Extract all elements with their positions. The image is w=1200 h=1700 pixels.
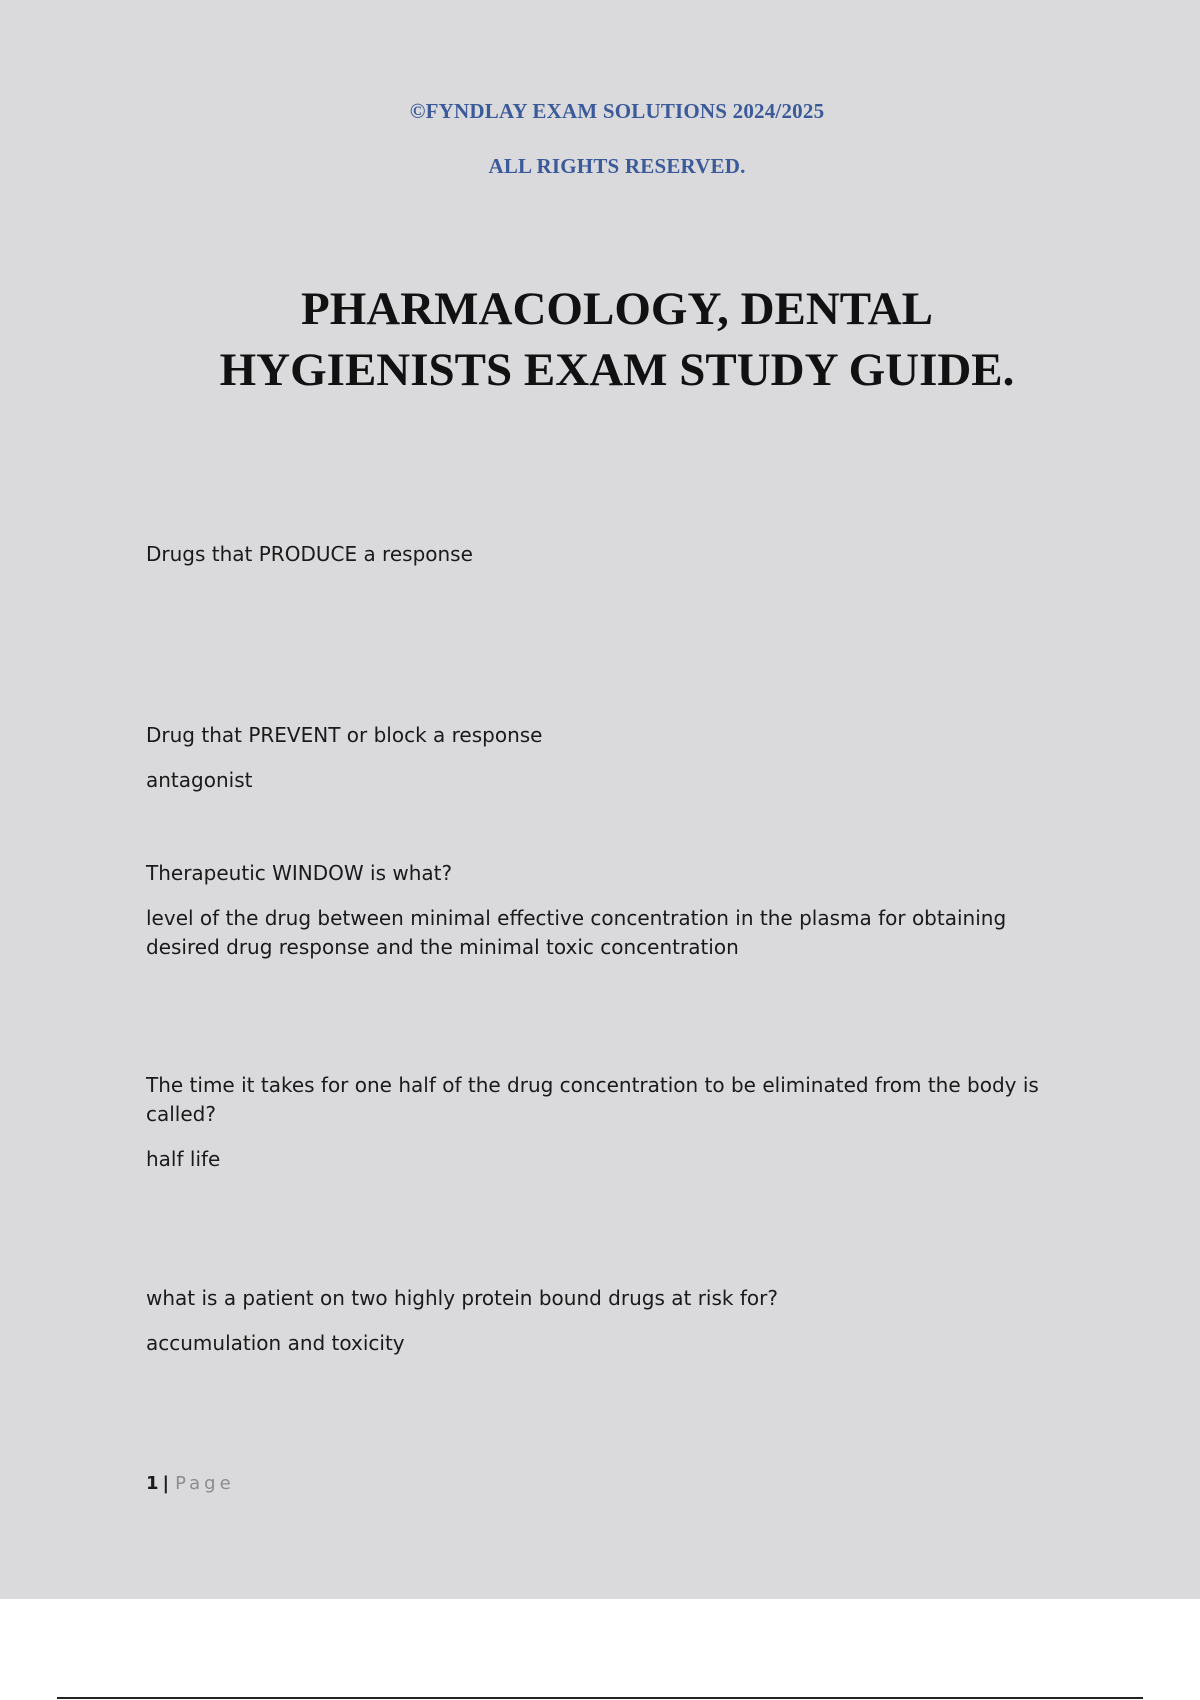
page-label: Page <box>175 1473 235 1494</box>
question-text: Drugs that PRODUCE a response <box>146 542 473 566</box>
answer-text: half life <box>146 1147 221 1171</box>
document-title <box>0 279 1200 401</box>
question-text: what is a patient on two highly protein bound drugs at risk for? <box>146 1286 778 1310</box>
divider-line <box>57 1697 1143 1699</box>
page-number: 1 <box>146 1473 159 1494</box>
title-line-1: PHARMACOLOGY, DENTAL <box>301 283 933 335</box>
question-text: The time it takes for one half of the drug concentration to be eliminated from the body is called? <box>146 1073 1039 1126</box>
copyright-notice: ©FYNDLAY EXAM SOLUTIONS 2024/2025 <box>409 99 825 123</box>
question-text: Drug that PREVENT or block a response <box>146 723 543 747</box>
question-text: Therapeutic WINDOW is what? <box>146 861 453 885</box>
qa-item <box>146 540 1086 569</box>
qa-item <box>146 859 1086 962</box>
page-separator: | <box>162 1473 170 1494</box>
rights-notice: ALL RIGHTS RESERVED. <box>488 154 746 178</box>
qa-item <box>146 1284 1086 1358</box>
qa-item <box>146 1071 1086 1174</box>
answer-text: antagonist <box>146 768 253 792</box>
qa-item <box>146 721 1086 795</box>
answer-text: level of the drug between minimal effective concentration in the plasma for obtaining desired drug response and the minimal toxic concentration <box>146 906 1007 959</box>
title-line-2: HYGIENISTS EXAM STUDY GUIDE. <box>219 344 1015 396</box>
answer-text: accumulation and toxicity <box>146 1331 405 1355</box>
page-number-footer <box>146 1473 235 1494</box>
